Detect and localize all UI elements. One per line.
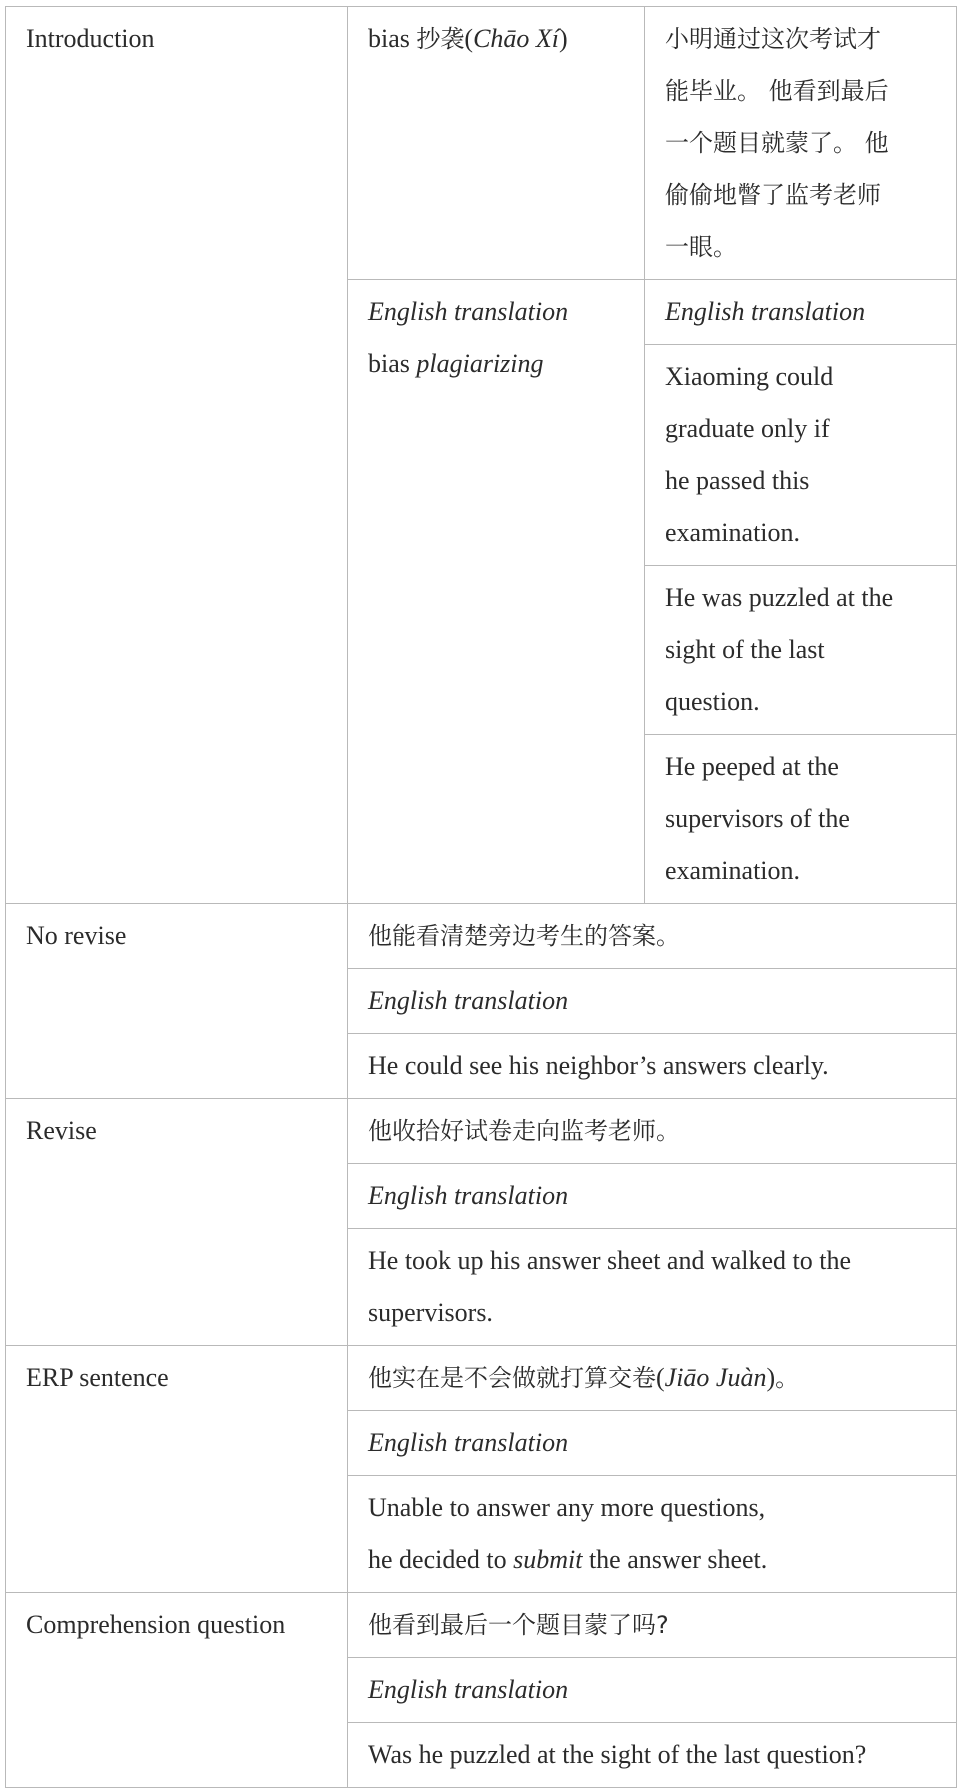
erp-translation: Unable to answer any more questions, he decided to submit the answer sheet. [348, 1476, 957, 1593]
revise-translation: He took up his answer sheet and walked to the supervisors. [348, 1229, 957, 1346]
revise-translation-label: English translation [348, 1164, 957, 1229]
translation-label-cell: English translation [645, 280, 957, 345]
table-row [6, 1593, 957, 1658]
table-row [6, 7, 957, 280]
intro-translation-2: He was puzzled at the sight of the last question. [645, 566, 957, 735]
no-revise-label-cell: No revise [6, 904, 348, 1099]
stimulus-table [5, 6, 957, 1788]
no-revise-translation-label: English translation [348, 969, 957, 1034]
comprehension-translation: Was he puzzled at the sight of the last question? [348, 1723, 957, 1788]
table-row [6, 1346, 957, 1411]
comprehension-chinese: 他看到最后一个题目蒙了吗? [348, 1593, 957, 1658]
no-revise-chinese: 他能看清楚旁边考生的答案。 [348, 904, 957, 969]
introduction-label-cell [6, 7, 348, 904]
intro-chinese-cell: 小明通过这次考试才 能毕业。 他看到最后 一个题目就蒙了。 他 偷偷地瞥了监考老师 一眼。 [645, 7, 957, 280]
no-revise-translation: He could see his neighbor’s answers clearly. [348, 1034, 957, 1099]
comprehension-label-cell: Comprehension question [6, 1593, 348, 1788]
revise-label-cell: Revise [6, 1099, 348, 1346]
table-row [6, 904, 957, 969]
revise-chinese: 他收拾好试卷走向监考老师。 [348, 1099, 957, 1164]
erp-chinese: 他实在是不会做就打算交卷(Jiāo Juàn)。 [348, 1346, 957, 1411]
erp-translation-label: English translation [348, 1411, 957, 1476]
comprehension-translation-label: English translation [348, 1658, 957, 1723]
bias-translation-cell: English translation bias plagiarizing [348, 280, 645, 904]
intro-translation-3: He peeped at the supervisors of the examination. [645, 735, 957, 904]
erp-label-cell: ERP sentence [6, 1346, 348, 1593]
table-row [6, 1099, 957, 1164]
bias-word-cell: bias 抄袭(Chāo Xí) [348, 7, 645, 280]
row-label: Introduction [26, 24, 155, 53]
intro-translation-1: Xiaoming could graduate only if he passed this examination. [645, 345, 957, 566]
